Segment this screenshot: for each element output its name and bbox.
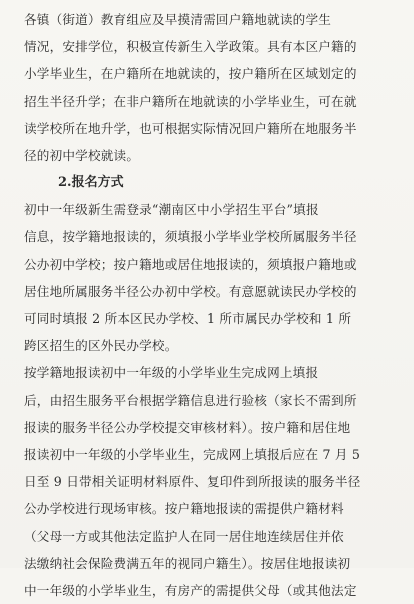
text-line: 径的初中学校就读。 [24, 148, 140, 164]
text-line: 居住地所属服务半径公办初中学校。有意愿就读民办学校的 [24, 283, 357, 299]
text-line: 初中一年级新生需登录“潮南区中小学招生平台”填报 [24, 202, 319, 218]
text-line: 法缴纳社会保险费满五年的视同户籍生）。按居住地报读初 [24, 555, 351, 571]
paragraph-verification [24, 359, 396, 604]
text-line: 各镇（街道）教育组应及早摸清需回户籍地就读的学生 [24, 12, 332, 27]
section-heading: 2.报名方式 [58, 175, 124, 191]
text-line: 报读初中一年级的小学毕业生，完成网上填报后应在 7 月 5 [24, 447, 361, 463]
text-line: 公办初中学校；按户籍地或居住地报读的，须填报户籍地或 [24, 256, 357, 272]
text-line: 情况，安排学位，积极宣传新生入学政策。具有本区户籍的 [24, 39, 357, 55]
text-line: 按学籍地报读初中一年级的小学毕业生完成网上填报 [24, 365, 319, 381]
text-line: 公办学校进行现场审核。按户籍地报读的需提供户籍材料 [24, 501, 344, 517]
text-line: 读学校所在地升学，也可根据实际情况回户籍所在地服务半 [24, 120, 357, 136]
paragraph-registration-platform [24, 196, 396, 359]
text-line: （父母一方或其他法定监护人在同一居住地连续居住并依 [24, 528, 344, 544]
text-line: 招生半径升学；在非户籍所在地就读的小学毕业生，可在就 [24, 93, 357, 109]
text-line: 小学毕业生，在户籍所在地就读的，按户籍所在区域划定的 [24, 66, 357, 82]
paragraph-household-registration [24, 6, 396, 169]
text-line: 报读的服务半径公办学校提交审核材料）。按户籍和居住地 [24, 419, 351, 435]
text-line: 信息，按学籍地报读的，须填报小学毕业学校所属服务半径 [24, 229, 357, 245]
text-line: 日至 9 日带相关证明材料原件、复印件到所报读的服务半径 [24, 474, 361, 490]
text-line: 后，由招生服务平台根据学籍信息进行验核（家长不需到所 [24, 392, 357, 408]
text-line: 中一年级的小学毕业生，有房产的需提供父母（或其他法定 [24, 583, 357, 599]
text-line: 跨区招生的区外民办学校。 [24, 338, 178, 354]
text-line: 可同时填报 2 所本区民办学校、1 所市属民办学校和 1 所 [24, 311, 352, 327]
